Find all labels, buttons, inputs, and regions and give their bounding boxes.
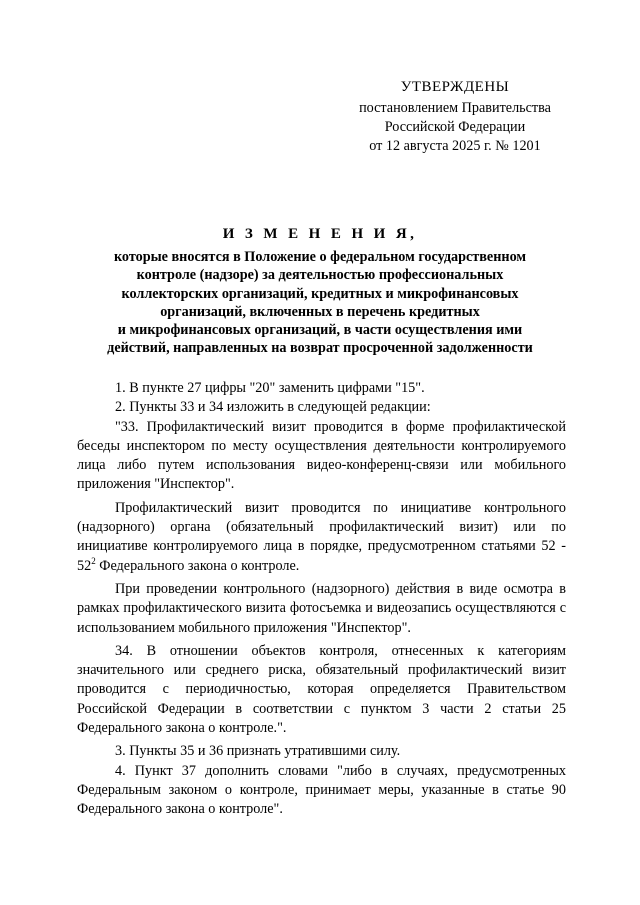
document-heading: [60, 224, 580, 358]
heading-line: организаций, включенных в перечень кредитных: [160, 303, 480, 320]
heading-line: действий, направленных на возврат просроченной задолженности: [107, 340, 533, 357]
heading-line: коллекторских организаций, кредитных и микрофинансовых: [121, 285, 519, 302]
paragraph-text: Федерального закона о контроле.: [95, 557, 300, 574]
amendment-item-2: 2. Пункты 33 и 34 изложить в следующей редакции:: [115, 399, 431, 416]
paragraph-inspection: При проведении контрольного (надзорного) действия в виде осмотра в рамках профилактического визита фотосъемка и видеозапись осуществляются с использованием мобильного приложения "Инспектор".: [77, 580, 566, 636]
heading-line: и микрофинансовых организаций, в части осуществления ими: [117, 322, 523, 339]
approval-stamp: [340, 78, 570, 156]
approval-line: Российской Федерации: [384, 119, 526, 135]
amendment-item-3: 3. Пункты 35 и 36 признать утратившими силу.: [115, 743, 401, 760]
paragraph-preventive-visit: [77, 499, 566, 576]
heading-line: контроле (надзоре) за деятельностью профессиональных: [136, 267, 504, 284]
amendment-item-4: 4. Пункт 37 дополнить словами "либо в случаях, предусмотренных Федеральным законом о контроле, принимает меры, указанные в статье 90 Федерального закона о контроле".: [77, 762, 566, 818]
paragraph-34: 34. В отношении объектов контроля, отнесенных к категориям значительного или среднего риска, обязательный профилактический визит проводится с периодичностью, которая определяется Правительством Российской Федерации в соответствии с пунктом 3 части 2 статьи 25 Федерального закона о контроле.".: [77, 642, 566, 737]
amendment-item-1: 1. В пункте 27 цифры "20" заменить цифрами "15".: [115, 380, 425, 396]
superscript-index: 2: [91, 555, 96, 566]
approval-title: УТВЕРЖДЕНЫ: [400, 79, 510, 95]
paragraph-text: Профилактический визит проводится по инициативе контрольного (надзорного) органа (обязательный профилактический визит) или по инициативе контролируемого лица в порядке, предусмотренном статьями 52 - 52: [77, 499, 566, 574]
heading-title: И З М Е Н Е Н И Я,: [222, 226, 418, 242]
approval-date: от 12 августа 2025 г. № 1201: [369, 138, 541, 154]
paragraph-33: "33. Профилактический визит проводится в форме профилактической беседы инспектором по месту осуществления деятельности контролируемого лица либо путем использования видео-конференц-связи или мобильного приложения "Инспектор".: [77, 418, 566, 493]
approval-line: постановлением Правительства: [359, 100, 551, 116]
document-body: [77, 379, 566, 824]
heading-line: которые вносятся в Положение о федеральном государственном: [113, 249, 527, 265]
